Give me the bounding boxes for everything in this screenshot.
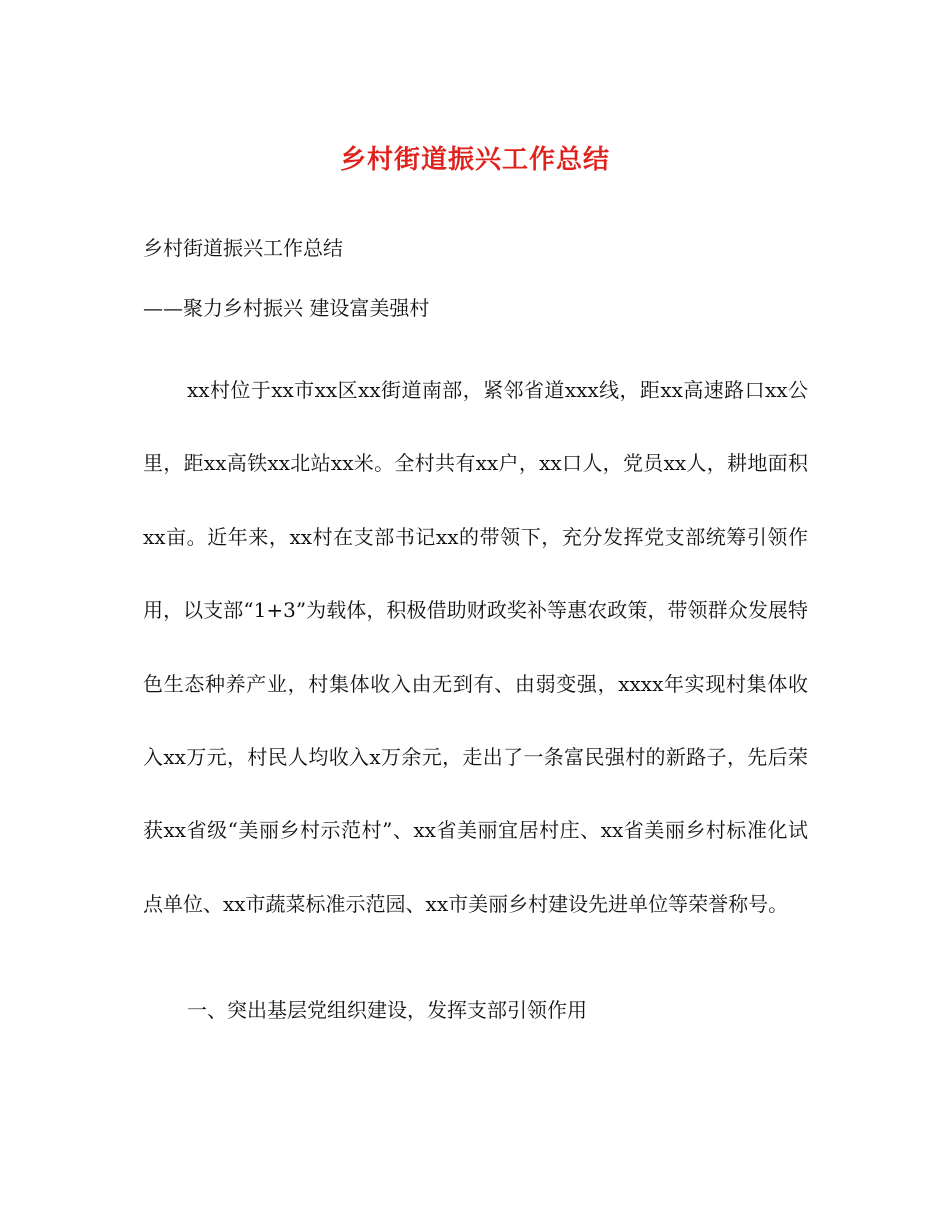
- document-subtitle: 乡村街道振兴工作总结: [143, 236, 343, 260]
- document-title: 乡村街道振兴工作总结: [339, 145, 610, 175]
- intro-paragraph: xx村位于xx市xx区xx街道南部，紧邻省道xxx线，距xx高速路口xx公里，距xx高铁xx北站xx米。全村共有xx户，xx口人，党员xx人，耕地面积xx亩。近年来，xx村在支部书记xx的带领下，充分发挥党支部统筹引领作用，以支部“1+3”为载体，积极借助财政奖补等惠农政策，带领群众发展特色生态种养产业，村集体收入由无到有、由弱变强，xxxx年实现村集体收入xx万元，村民人均收入x万余元，走出了一条富民强村的新路子，先后荣获xx省级“美丽乡村示范村”、xx省美丽宜居村庄、xx省美丽乡村标准化试点单位、xx市蔬菜标准示范园、xx市美丽乡村建设先进单位等荣誉称号。: [143, 378, 808, 916]
- section-heading-1: 一、突出基层党组织建设，发挥支部引领作用: [187, 998, 587, 1022]
- document-tagline: ——聚力乡村振兴 建设富美强村: [143, 296, 430, 320]
